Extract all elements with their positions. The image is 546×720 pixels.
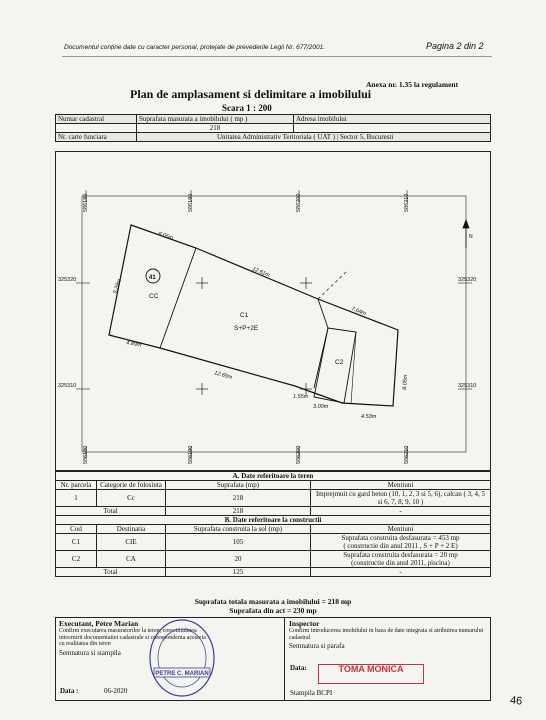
constr-total-label: Total [56, 568, 166, 577]
coord-x1-bottom: 586180 [83, 445, 89, 464]
constr-note: ( constructie din anul 2011 , S + P + 2 E) [343, 542, 458, 550]
inspector-block [286, 618, 490, 700]
land-book-label: Nr. carte funciara [56, 133, 137, 142]
constr-header-notes: Mentiuni [311, 525, 491, 534]
executant-date-label: Data : [60, 687, 79, 695]
dim-label: 3.00m [313, 404, 329, 410]
land-total-notes: - [311, 507, 491, 516]
header-divider [62, 56, 492, 57]
constr-note: (constructie din anul 2011, piscina) [351, 559, 450, 567]
parcel-number: 41 [149, 275, 156, 281]
grid-crosses [196, 277, 312, 395]
constr-header-area: Suprafata construita la sol (mp) [166, 525, 311, 534]
document-title: Plan de amplasament si delimitare a imobilului [130, 87, 372, 101]
parcel-outline [109, 225, 398, 406]
land-header-parcel: Nr. parcela [56, 481, 97, 490]
zone-cc-label: CC [149, 293, 159, 300]
dim-label: 7.04m [350, 306, 367, 318]
zone-c1-label: C1 [240, 312, 249, 319]
table-row [56, 568, 491, 577]
constr-total-value: 125 [166, 568, 311, 577]
north-label: N [469, 234, 473, 240]
inspector-sign-label: Semnatura si parafa [289, 642, 345, 650]
land-cell: Cc [97, 490, 166, 507]
cadastral-number-value [56, 124, 137, 133]
measured-area-label: Suprafata masurata a imobilului ( mp ) [137, 115, 294, 124]
total-measured-area: Suprafata totala masurata a imobilului = 218 mp [194, 597, 352, 606]
executant-title: Executant, Petre Marian [59, 619, 139, 628]
constr-note: Suprafata construita desfasurata = 20 mp [343, 551, 458, 559]
coord-y2-right: 325310 [458, 383, 477, 389]
coord-x3-top: 586200 [296, 193, 302, 212]
dim-label: 8.05m [402, 374, 410, 391]
land-total-label: Total [56, 507, 166, 516]
dim-label: 1.55m [293, 394, 309, 400]
dim-label: 12.61m [251, 266, 271, 279]
executant-date-value: 06-2020 [104, 687, 128, 695]
zone-c1-sublabel: S+P+2E [234, 325, 259, 332]
measured-area-value: 218 [137, 124, 294, 133]
land-total-value: 218 [166, 507, 311, 516]
inspector-stamp-label: Stampila BCPI [290, 689, 333, 697]
site-plan [55, 151, 491, 471]
scale-label: Scara 1 : 200 [222, 103, 272, 113]
surveyor-seal-icon [148, 618, 216, 698]
constr-cell: C1 [56, 534, 97, 551]
constr-header-code: Cod [56, 525, 97, 534]
constr-cell: 105 [166, 534, 311, 551]
land-cell: Imprejmuit cu gard beton (10, 1, 2, 3 si 5, 6), calcan ( 3, 4, 5 si 6, 7, 8, 9, 10 ) [311, 490, 491, 507]
constr-note: Suprafata construita desfasurata = 453 mp [341, 534, 460, 542]
coord-x4-top: 586210 [404, 193, 410, 212]
dim-label: 4.53m [361, 414, 377, 420]
coord-y2-left: 325310 [58, 383, 77, 389]
constr-cell: 20 [166, 551, 311, 568]
constr-cell: CIE [97, 534, 166, 551]
c2-inner-line [351, 332, 356, 404]
c1-east-wall [314, 299, 328, 388]
area-summary [55, 597, 491, 615]
annex-label: Anexa nr. 1.35 la regulament [366, 80, 459, 89]
constr-total-notes: - [311, 568, 491, 577]
inspector-stamp-name: TOMA MONICA [338, 664, 404, 674]
table-row [56, 490, 491, 507]
constr-cell: CA [97, 551, 166, 568]
table-row [56, 551, 491, 568]
coord-x2-top: 586190 [188, 193, 194, 212]
zone-c2-label: C2 [335, 359, 344, 366]
coord-x4-bottom: 586210 [404, 445, 410, 464]
coord-x3-bottom: 586200 [296, 445, 302, 464]
constr-header-destination: Destinatia [97, 525, 166, 534]
executant-sign-label: Semnatura si stampila [59, 648, 121, 657]
land-header-area: Suprafata (mp) [166, 481, 311, 490]
dashed-extension [318, 272, 346, 299]
uat-label: Unitatea Administrativ Teritoriala ( UAT ) [217, 133, 336, 141]
dim-label: 12.65m [213, 370, 233, 381]
inspector-text: Confirm introducerea imobilului in baza de date integrata si atribuirea numarului cadastral [289, 628, 484, 641]
land-header-notes: Mentiuni [311, 481, 491, 490]
construction-section-title: B. Date referitoare la constructii [56, 516, 491, 525]
land-header-category: Categorie de folosinta [97, 481, 166, 490]
land-cell: 1 [56, 490, 97, 507]
address-value [294, 124, 491, 133]
coord-x2-bottom: 586190 [188, 445, 194, 464]
land-cell: 218 [166, 490, 311, 507]
handwritten-page-number: 46 [509, 694, 523, 708]
c1-west-wall [160, 248, 196, 348]
seal-name: PETRE C. MARIAN [155, 671, 209, 677]
dim-label: 6.05m [157, 231, 174, 242]
address-label: Adresa imobilului [294, 115, 491, 124]
property-info-table [55, 114, 491, 142]
executant-text: Confirm executarea masuratorilor la teren, corectitudinea intocmirii documentatiei cadastrale si corespondenta acesteia cu realitatea din teren [59, 628, 206, 647]
constr-cell: C2 [56, 551, 97, 568]
coord-x1-top: 586180 [83, 193, 89, 212]
uat-value: Sector 5, Bucuresti [339, 133, 394, 141]
table-row [56, 507, 491, 516]
inspector-title: Inspector [289, 619, 320, 628]
plan-frame [82, 193, 466, 452]
signature-block [55, 617, 491, 701]
inspector-stamp [318, 664, 424, 684]
coord-y1-left: 325320 [58, 277, 77, 283]
privacy-note: Documentul conține date cu caracter personal, protejate de prevederile Legii Nr. 677/2001. [64, 44, 325, 51]
dim-label: 9.28m [112, 278, 124, 295]
cadastral-number-label: Numar cadastral [56, 115, 137, 124]
constr-cell [311, 551, 491, 568]
coordinate-ticks [76, 190, 472, 458]
site-plan-drawing [56, 152, 492, 472]
constr-cell [311, 534, 491, 551]
dim-label: 4.89m [125, 340, 142, 349]
table-row [56, 534, 491, 551]
land-section-title: A. Date referitoare la teren [56, 472, 491, 481]
data-tables [55, 471, 491, 577]
coord-y1-right: 325320 [458, 277, 477, 283]
page-indicator: Pagina 2 din 2 [426, 41, 484, 51]
uat-row: Unitatea Administrativ Teritoriala ( UAT ) | Sector 5, Bucuresti [137, 133, 491, 142]
deed-area: Suprafata din act = 230 mp [229, 606, 317, 615]
inspector-date-label: Data: [290, 664, 307, 672]
